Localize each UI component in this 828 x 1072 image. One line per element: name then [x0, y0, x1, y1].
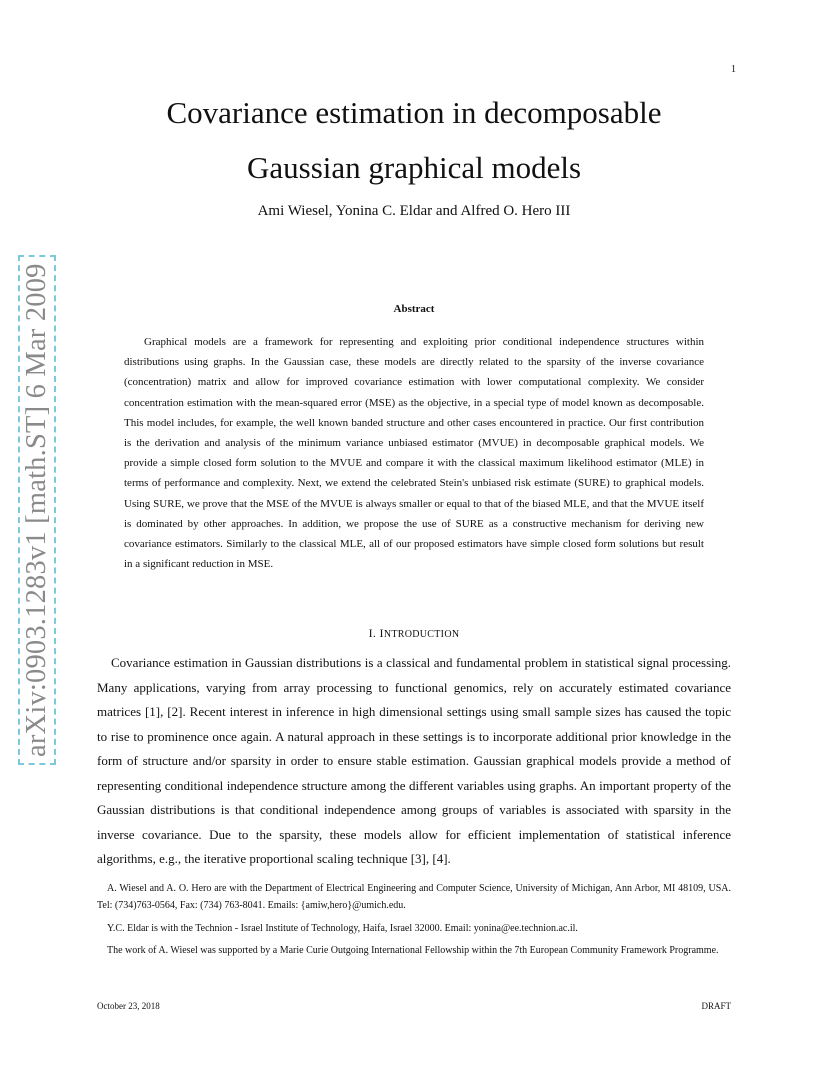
author-list: Ami Wiesel, Yonina C. Eldar and Alfred O. Hero III — [257, 203, 571, 219]
paper-title-line-1: Covariance estimation in decomposable — [166, 95, 662, 130]
footer-date: October 23, 2018 — [97, 1001, 160, 1011]
abstract-text: Graphical models are a framework for representing and exploiting prior conditional independence structures within distributions using graphs. In the Gaussian case, these models are directly related to the sparsity of the inverse covariance (concentration) matrix and allow for improved covariance estimation with lower computational complexity. We consider concentration estimation with the mean-squared error (MSE) as the objective, in a special type of model known as decomposable. This model includes, for example, the well known banded structure and other cases encountered in practice. Our first contribution is the derivation and analysis of the minimum variance unbiased estimator (MVUE) in decomposable graphical models. We provide a simple closed form solution to the MVUE and compare it with the classical maximum likelihood estimator (MLE) in terms of performance and complexity. Next, we extend the celebrated Stein's unbiased risk estimate (SURE) to graphical models. Using SURE, we prove that the MSE of the MVUE is always smaller or equal to that of the biased MLE, and that the MVUE itself is dominated by other approaches. In addition, we propose the use of SURE as a constructive mechanism for deriving new covariance estimators. Similarly to the classical MLE, all of our proposed estimators have simple closed form solutions but result in a significant reduction in MSE. — [124, 336, 704, 571]
footnote-affiliation-technion: Y.C. Eldar is with the Technion - Israel Institute of Technology, Haifa, Israel 32000. Email: yonina@ee.technion.ac.il. — [107, 923, 578, 934]
section-title-initial: I — [379, 626, 384, 640]
footer-draft-label: DRAFT — [701, 1001, 731, 1011]
introduction-paragraph: Covariance estimation in Gaussian distributions is a classical and fundamental problem in statistical signal processing. Many applications, varying from array processing to functional genomics, rely on accurately estimated covariance matrices [1], [2]. Recent interest in inference in high dimensional settings using small sample sizes has caused the topic to rise to prominence once again. A natural approach in these settings is to incorporate additional prior knowledge in the form of structure and/or sparsity in order to ensure stable estimation. Gaussian graphical models provide a method of representing conditional independence structure among the different variables using graphs. An important property of the Gaussian distributions is that conditional independence among groups of variables is associated with sparsity in the inverse covariance. Due to the sparsity, these models allow for efficient implementation of statistical inference algorithms, e.g., the iterative proportional scaling technique [3], [4]. — [97, 655, 731, 866]
abstract-heading: Abstract — [393, 303, 435, 315]
section-title-rest: NTRODUCTION — [383, 629, 460, 640]
arxiv-identifier-stamp: arXiv:0903.1283v1 [math.ST] 6 Mar 2009 — [18, 255, 56, 765]
section-number: I. — [368, 626, 377, 640]
page-number: 1 — [731, 64, 736, 75]
paper-title-line-2: Gaussian graphical models — [246, 150, 582, 185]
section-heading-introduction — [0, 626, 828, 641]
footnote-affiliation-michigan: A. Wiesel and A. O. Hero are with the Department of Electrical Engineering and Computer Science, University of Michigan, Ann Arbor, MI 48109, USA. Tel: (734)763-0564, Fax: (734) 763-8041. Emails: {amiw,hero}@umich.edu. — [97, 883, 731, 911]
footnote-funding: The work of A. Wiesel was supported by a Marie Curie Outgoing International Fellowship within the 7th European Community Framework Programme. — [107, 945, 719, 956]
